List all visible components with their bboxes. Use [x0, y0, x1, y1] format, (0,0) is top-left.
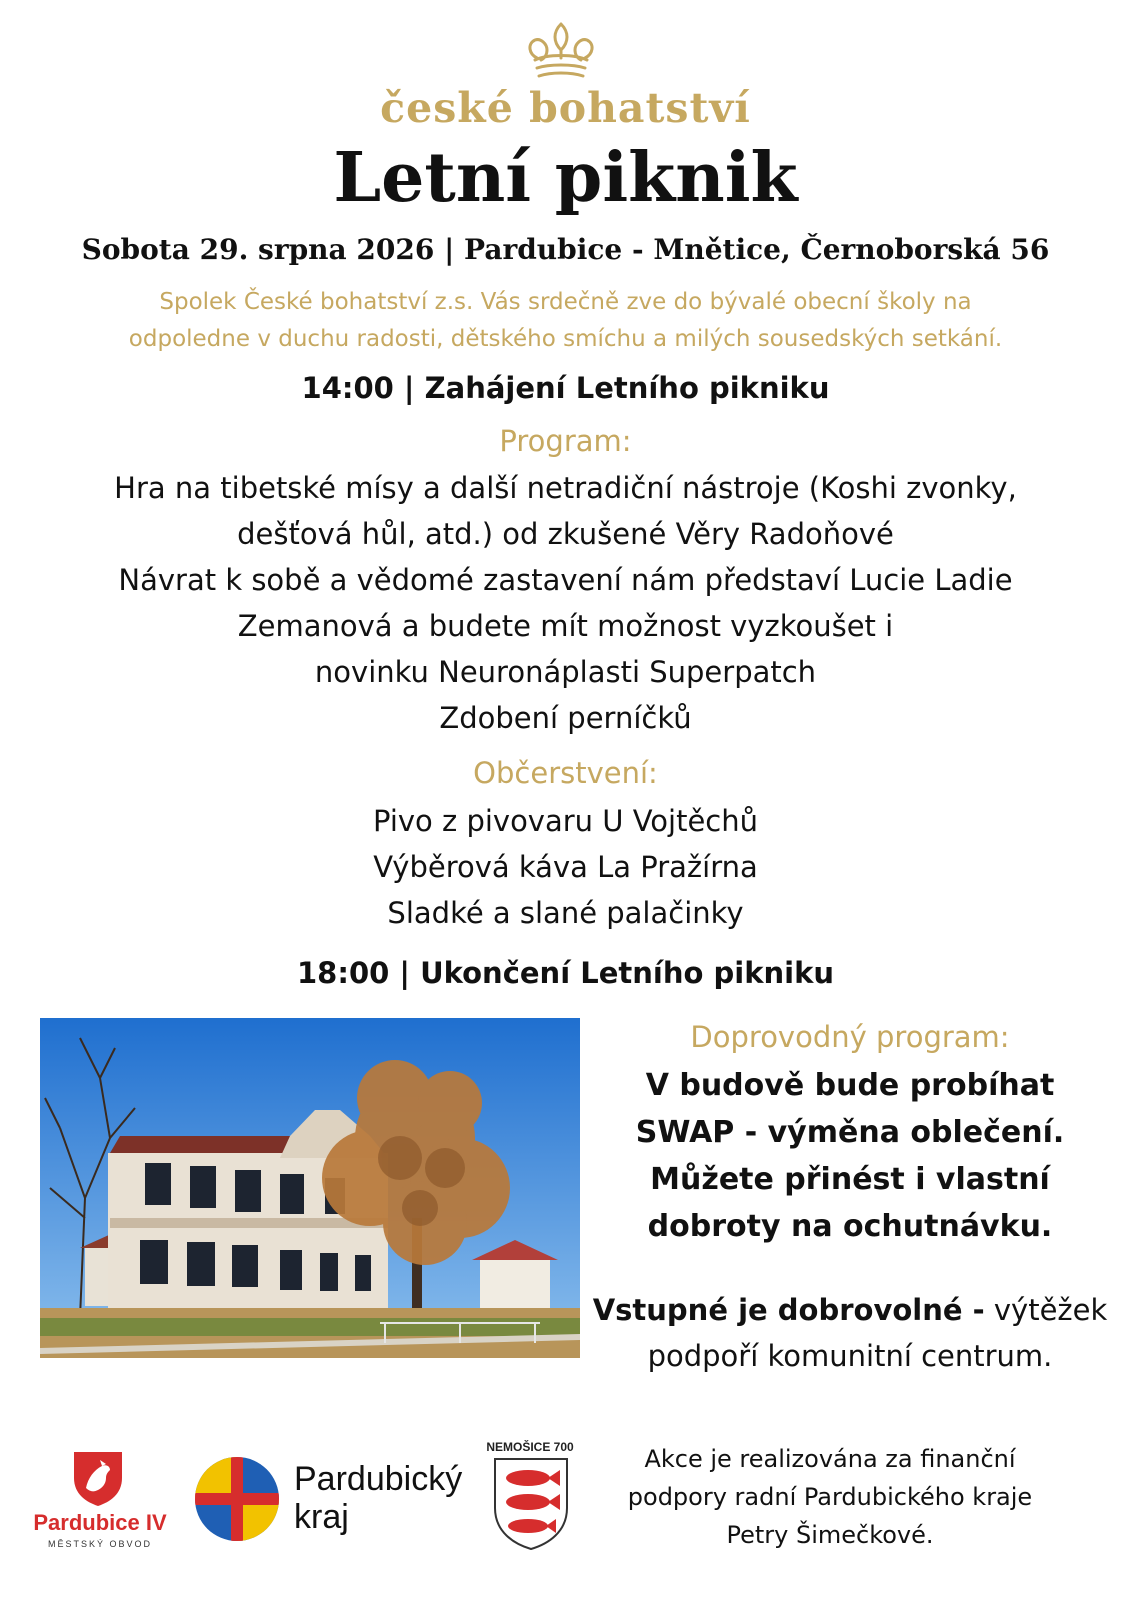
entry-fee-bold: Vstupné je dobrovolné - — [592, 1293, 985, 1327]
swap-line: Můžete přinést i vlastní — [650, 1162, 1050, 1197]
program-line: Hra na tibetské mísy a další netradiční nástroje (Koshi zvonky, — [114, 471, 1017, 505]
program-line: Zemanová a budete mít možnost vyzkoušet i — [237, 609, 894, 643]
program-line: dešťová hůl, atd.) od zkušené Věry Radoňové — [237, 517, 894, 551]
end-time: 18:00 | Ukončení Letního pikniku — [296, 956, 835, 990]
program-line: Návrat k sobě a vědomé zastavení nám představí Lucie Ladie — [118, 563, 1013, 597]
swap-line: V budově bude probíhat — [645, 1068, 1055, 1103]
brand-name: české bohatství — [380, 84, 751, 132]
region-emblem-icon — [193, 1455, 281, 1543]
logo-subtitle: MĚSTSKÝ OBVOD — [47, 1539, 153, 1549]
intro-line-1: Spolek České bohatství z.s. Vás srdečně zve do bývalé obecní školy na — [159, 289, 972, 315]
refreshment-item: Sladké a slané palačinky — [387, 896, 744, 930]
horse-shield-icon — [70, 1448, 126, 1508]
fish-shield-icon — [492, 1456, 570, 1552]
entry-fee-line-2: podpoří komunitní centrum. — [647, 1339, 1053, 1373]
school-building-photo — [40, 1018, 580, 1358]
page-title: Letní piknik — [333, 138, 798, 218]
logo-region-line1: Pardubický — [294, 1460, 463, 1498]
program-line: novinku Neuronáplasti Superpatch — [314, 655, 817, 689]
start-time: 14:00 | Zahájení Letního pikniku — [301, 371, 830, 405]
side-program-heading: Doprovodný program: — [690, 1020, 1010, 1054]
logo-nemosice-label: NEMOŠICE 700 — [486, 1440, 574, 1454]
program-line: Zdobení perníčků — [439, 701, 692, 735]
swap-line: dobroty na ochutnávku. — [647, 1209, 1053, 1244]
refreshments-heading: Občerstvení: — [473, 756, 658, 790]
program-heading: Program: — [499, 424, 632, 458]
logo-region-line2: kraj — [294, 1498, 349, 1536]
intro-line-2: odpoledne v duchu radosti, dětského smíchu a milých sousedských setkání. — [128, 326, 1003, 352]
refreshment-item: Pivo z pivovaru U Vojtěchů — [372, 804, 759, 838]
entry-fee-rest: výtěžek — [984, 1293, 1108, 1327]
support-line: podpory radní Pardubického kraje — [627, 1483, 1033, 1511]
date-location: Sobota 29. srpna 2026 | Pardubice - Mnětice, Černoborská 56 — [81, 233, 1050, 266]
crown-icon — [523, 20, 599, 82]
refreshment-item: Výběrová káva La Pražírna — [373, 850, 758, 884]
swap-line: SWAP - výměna oblečení. — [635, 1115, 1065, 1150]
support-line: Petry Šimečkové. — [726, 1521, 934, 1549]
entry-fee-line — [590, 1287, 1110, 1333]
support-line: Akce je realizována za finanční — [644, 1445, 1016, 1473]
logo-pardubice-iv: Pardubice IV — [33, 1510, 167, 1535]
